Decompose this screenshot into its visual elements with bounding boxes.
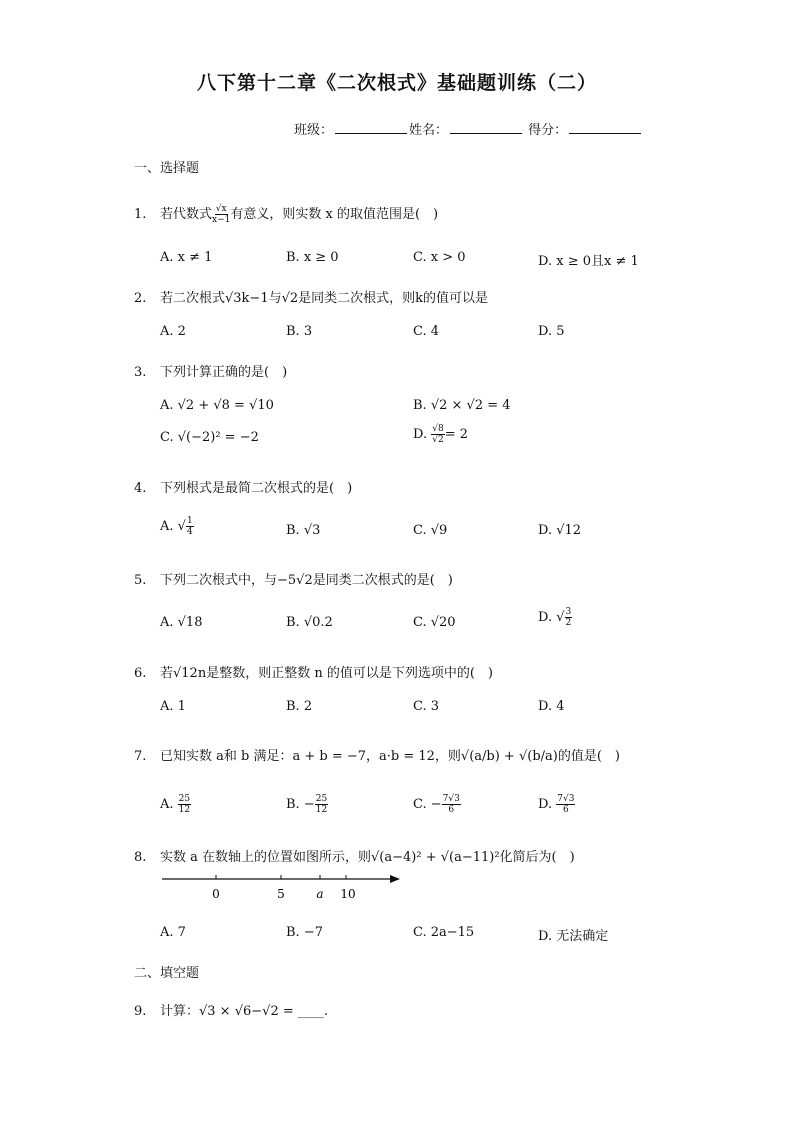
- tick-label-10: 10: [340, 887, 356, 901]
- option-b[interactable]: B. √0.2: [286, 615, 333, 630]
- denominator: 6: [448, 805, 455, 815]
- denominator: x−1: [212, 215, 231, 225]
- section-heading-fill: 二、填空题: [134, 966, 200, 981]
- option-suffix: = 2: [444, 427, 468, 442]
- option-d[interactable]: D. √ $\frac{3}{2}$: [538, 607, 572, 628]
- score-blank[interactable]: [569, 121, 641, 134]
- option-letter: D.: [538, 610, 557, 625]
- option-b[interactable]: B. 3: [286, 324, 313, 339]
- fraction: [565, 607, 573, 628]
- question-number: 4.: [134, 481, 147, 496]
- numerator: 25: [178, 794, 191, 804]
- question-number: 1.: [134, 207, 147, 222]
- tick-label-a: a: [316, 887, 324, 901]
- class-label: 班级：: [294, 123, 334, 138]
- question-7: [134, 745, 620, 764]
- question-9: [134, 1000, 328, 1019]
- option-d[interactable]: D. 无法确定: [538, 929, 609, 944]
- option-c[interactable]: C. x > 0: [413, 250, 466, 265]
- option-d[interactable]: [413, 424, 468, 445]
- numerator: 7√3: [442, 794, 460, 804]
- option-c[interactable]: C. 2a−15: [413, 925, 475, 940]
- option-c[interactable]: C. √9: [413, 523, 448, 538]
- option-c[interactable]: C. √20: [413, 615, 456, 630]
- question-text: 实数 a 在数轴上的位置如图所示，则√(a−4)² + √(a−11)²化简后为( ): [160, 850, 575, 865]
- question-2: [134, 287, 488, 306]
- option-letter: C. −: [413, 797, 442, 812]
- fraction: [186, 516, 194, 537]
- option-a[interactable]: A. √2 + √8 = √10: [160, 398, 274, 413]
- question-6: [134, 662, 493, 681]
- question-3: [134, 361, 287, 380]
- question-text: 下列根式是最简二次根式的是( ): [160, 481, 353, 496]
- question-number: 7.: [134, 749, 147, 764]
- fraction: [431, 424, 444, 445]
- question-1: [134, 203, 438, 225]
- option-c[interactable]: C. √(−2)² = −2: [160, 430, 259, 445]
- numerator: √x: [215, 204, 227, 214]
- option-letter: A.: [160, 519, 178, 534]
- question-8: [134, 846, 575, 865]
- page-title: 八下第十二章《二次根式》基础题训练（二）: [196, 72, 597, 94]
- fraction: [212, 204, 230, 225]
- question-number: 5.: [134, 573, 147, 588]
- student-info-line: [294, 119, 643, 138]
- option-b[interactable]: B. x ≥ 0: [286, 250, 339, 265]
- option-a[interactable]: A. √18: [160, 615, 203, 630]
- numerator: 25: [315, 794, 328, 804]
- section-heading-choice: 一、选择题: [134, 161, 200, 176]
- option-b[interactable]: B. √3: [286, 523, 321, 538]
- option-letter: D.: [413, 427, 432, 442]
- question-text: 下列计算正确的是( ): [160, 365, 288, 380]
- question-text: 已知实数 a和 b 满足：a + b = −7，a·b = 12，则√(a/b) + √(b/a)的值是( ): [160, 749, 620, 764]
- denominator: 4: [186, 527, 193, 537]
- option-d[interactable]: D. √12: [538, 523, 582, 538]
- question-text: 若二次根式√3k−1与√2是同类二次根式，则k的值可以是: [160, 291, 489, 306]
- denominator: √2: [432, 435, 444, 445]
- option-b[interactable]: B. √2 × √2 = 4: [413, 398, 511, 413]
- denominator: 12: [178, 805, 191, 815]
- numerator: 7√3: [557, 794, 575, 804]
- name-blank[interactable]: [450, 121, 522, 134]
- denominator: 2: [565, 618, 572, 628]
- tick-label-0: 0: [212, 887, 220, 901]
- denominator: 6: [562, 805, 569, 815]
- denominator: 12: [315, 805, 328, 815]
- option-b[interactable]: B. −7: [286, 925, 323, 940]
- number-line-diagram: [160, 868, 410, 902]
- fraction: [178, 794, 191, 815]
- option-d[interactable]: [538, 794, 575, 815]
- score-label: 得分：: [528, 123, 568, 138]
- question-number: 8.: [134, 850, 147, 865]
- question-number: 6.: [134, 666, 147, 681]
- option-a[interactable]: A. √ $\frac{1}{4}$: [160, 516, 193, 537]
- option-b[interactable]: B. 2: [286, 699, 313, 714]
- option-a[interactable]: [160, 794, 191, 815]
- option-a[interactable]: A. 1: [160, 699, 186, 714]
- tick-label-5: 5: [277, 887, 285, 901]
- fraction: [442, 794, 461, 815]
- option-letter: B. −: [286, 797, 315, 812]
- question-text: 若√12n是整数，则正整数 n 的值可以是下列选项中的( ): [160, 666, 493, 681]
- question-text-prefix: 若代数式: [160, 207, 213, 222]
- option-a[interactable]: A. x ≠ 1: [160, 250, 213, 265]
- option-a[interactable]: A. 7: [160, 925, 186, 940]
- fraction: [556, 794, 575, 815]
- numerator: 1: [186, 516, 193, 526]
- option-c[interactable]: [413, 794, 461, 815]
- fraction: [315, 794, 328, 815]
- question-text: 下列二次根式中，与−5√2是同类二次根式的是( ): [160, 573, 453, 588]
- question-number: 2.: [134, 291, 147, 306]
- option-b[interactable]: [286, 794, 328, 815]
- question-text: 计算：√3 × √6−√2 = ____.: [160, 1004, 329, 1019]
- option-letter: D.: [538, 797, 557, 812]
- option-d[interactable]: D. x ≥ 0且x ≠ 1: [538, 254, 639, 269]
- question-4: [134, 477, 352, 496]
- question-text-suffix: 有意义，则实数 x 的取值范围是( ): [230, 207, 439, 222]
- option-letter: A.: [160, 797, 178, 812]
- option-c[interactable]: C. 3: [413, 699, 440, 714]
- question-number: 9.: [134, 1004, 147, 1019]
- question-number: 3.: [134, 365, 147, 380]
- numerator: 3: [565, 607, 572, 617]
- question-5: [134, 569, 453, 588]
- class-blank[interactable]: [335, 121, 407, 134]
- option-c[interactable]: C. 4: [413, 324, 440, 339]
- option-d[interactable]: D. 4: [538, 699, 565, 714]
- axis-arrow-icon: [390, 875, 400, 883]
- numerator: √8: [432, 424, 444, 434]
- option-d[interactable]: D. 5: [538, 324, 565, 339]
- name-label: 姓名：: [409, 123, 449, 138]
- option-a[interactable]: A. 2: [160, 324, 186, 339]
